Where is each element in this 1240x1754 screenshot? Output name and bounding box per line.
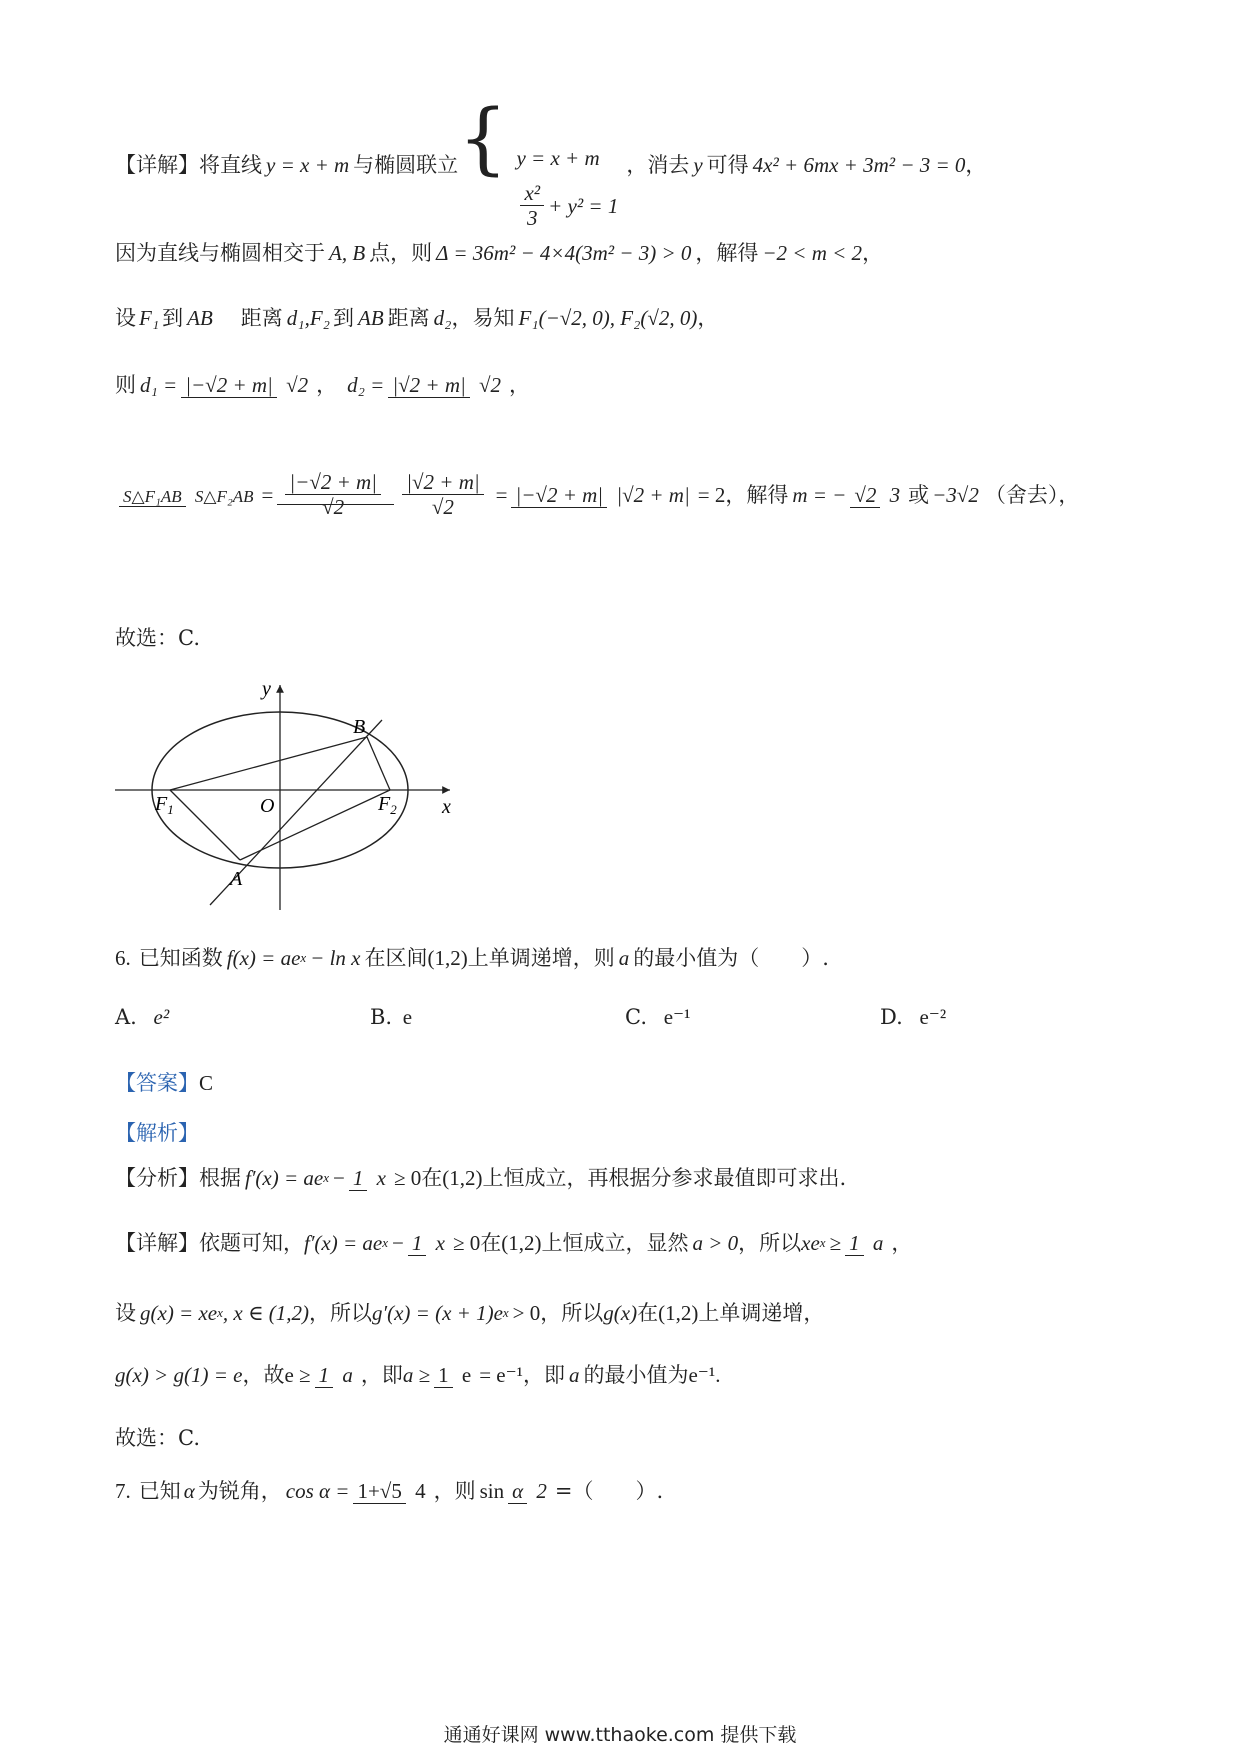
math-expr: (1,2) <box>658 1301 699 1325</box>
text: 上单调递增， <box>698 1301 825 1325</box>
math-var: AB <box>187 306 213 330</box>
text: ，易知 <box>451 306 515 330</box>
text: =（ ）. <box>554 1479 664 1503</box>
answer-tag: 【答案】 <box>115 1071 199 1095</box>
q5-detail-line2 <box>115 240 883 266</box>
question7-stem <box>115 1478 663 1504</box>
math-var: d₁ = <box>140 373 178 397</box>
text: 点，则 <box>369 241 433 265</box>
text: ， <box>891 1231 913 1255</box>
option-value: e² <box>153 1005 170 1029</box>
q5-detail-line5: S△F₁AB S△F₂AB = $\frac{|-√2 + m|}{√2}$ $\frac{|√2 + m|}{√2}$ = |−√2 + m| |√2 + m| = 2 ，解得 m = − √2 3 或 −3√2 （舍去）， <box>115 470 1079 519</box>
math-var: AB <box>358 306 384 330</box>
math-expr: f′(x) = ae <box>304 1231 383 1255</box>
text: ，即 <box>360 1363 403 1387</box>
text: 在 <box>421 1166 443 1190</box>
segment-f2b <box>367 737 390 790</box>
brace: { <box>458 94 508 184</box>
option-label: D. <box>880 1005 903 1029</box>
detail-tag: 【详解】 <box>115 153 199 178</box>
q5-detail-line4 <box>115 372 530 398</box>
text: 到 <box>162 306 184 330</box>
math-expr: = e⁻¹ <box>479 1363 523 1387</box>
analysis-label: 【分析】 <box>115 1166 199 1190</box>
math-expr: a > 0 <box>692 1231 739 1255</box>
math-var: y <box>693 153 703 178</box>
text: 在 <box>480 1231 502 1255</box>
option-label: B. <box>370 1005 393 1029</box>
math-sup: x <box>217 1305 223 1320</box>
math-expr: ≥ 0 <box>452 1231 481 1255</box>
math-var: d₂ <box>433 306 452 330</box>
text: ，解得 <box>695 241 759 265</box>
label-x: x <box>442 796 451 818</box>
text: （舍去）， <box>984 482 1080 507</box>
math-expr: a ≥ <box>402 1363 431 1387</box>
math-expr: −3√2 <box>932 482 979 507</box>
detail-label: 【详解】 <box>115 1231 199 1255</box>
math-expr: xe <box>801 1231 820 1255</box>
fraction: 1 e <box>434 1362 475 1388</box>
text: 上单调递增，则 <box>467 946 615 970</box>
math-sup: x <box>819 1235 826 1250</box>
text: 则 <box>115 373 136 397</box>
text: ， <box>509 373 531 397</box>
area-ratio: S△F₁AB S△F₂AB <box>119 482 258 508</box>
label-a: A <box>230 868 243 890</box>
segment-f1b <box>170 737 367 790</box>
text: 上恒成立，再根据分参求最值即可求出. <box>482 1166 847 1190</box>
math-expr: , x ∈ (1,2) <box>222 1301 310 1325</box>
text: ， <box>862 241 884 265</box>
math-expr: (1,2) <box>442 1166 483 1190</box>
text: 可得 <box>706 153 749 178</box>
math-sup: x <box>502 1305 509 1320</box>
text: 与椭圆联立 <box>353 153 459 178</box>
system-eq2: + y² = 1 <box>548 193 619 218</box>
text: , <box>304 306 310 330</box>
text: 在 <box>637 1301 659 1325</box>
analysis-tag-line <box>115 1120 199 1146</box>
text: ， <box>965 153 987 178</box>
math-expr: g′(x) = (x + 1)e <box>372 1301 503 1325</box>
fraction: |−√2 + m| √2 <box>181 372 312 398</box>
question-number: 7. <box>115 1479 131 1503</box>
text: ， <box>316 373 338 397</box>
math-expr: m = − <box>792 482 847 507</box>
option-value: e <box>402 1005 413 1029</box>
question6-stem <box>115 945 829 971</box>
fraction: |−√2 + m| |√2 + m| <box>511 482 693 508</box>
fraction: $\frac{\text{x²}}{3}$ <box>520 181 544 230</box>
text: ，故 <box>242 1363 285 1387</box>
math-sup: x <box>382 1235 389 1250</box>
text: 在区间 <box>364 946 428 970</box>
option-b[interactable] <box>370 1005 412 1030</box>
fraction: α 2 <box>508 1478 551 1504</box>
math-expr: g(x) > g(1) = e <box>115 1363 243 1387</box>
option-label: A. <box>115 1005 137 1029</box>
answer-line <box>115 1070 213 1096</box>
option-c[interactable] <box>625 1005 690 1030</box>
math-var: d₂ = <box>347 373 385 397</box>
math-expr: A, B <box>329 241 366 265</box>
text: 的最小值为 <box>583 1363 689 1387</box>
math-expr: f(x) = ae <box>226 946 301 970</box>
equation-system <box>458 94 619 231</box>
footer-text: 通通好课网 www.tthaoke.com 提供下载 <box>443 1724 797 1746</box>
q6-conclusion <box>115 1425 200 1451</box>
label-f2: $F_2$ <box>378 793 397 817</box>
text: 到 <box>333 306 354 330</box>
label-o: O <box>260 795 275 817</box>
math-expr: g(x) <box>603 1301 638 1325</box>
text: 设 <box>115 1301 136 1325</box>
footer-watermark <box>0 1720 1240 1747</box>
label-b: B <box>353 716 366 738</box>
text: . <box>715 1363 721 1387</box>
fraction: |√2 + m| √2 <box>388 372 505 398</box>
question-number: 6. <box>115 946 131 970</box>
text: ， <box>697 306 719 330</box>
fraction: 1+√5 4 <box>353 1478 429 1504</box>
text: ，所以 <box>309 1301 373 1325</box>
math-expr: (1,2) <box>501 1231 542 1255</box>
option-a[interactable] <box>115 1005 169 1030</box>
compound-fraction: $\frac{|-√2 + m|}{√2}$ $\frac{|√2 + m|}{√2}$ <box>277 470 491 519</box>
math-sup: x <box>300 950 307 965</box>
text: ，则 <box>433 1479 476 1503</box>
math-op: − <box>333 1166 345 1190</box>
math-var: d₁ <box>286 306 305 330</box>
math-expr: cos α = <box>285 1479 350 1503</box>
text: 已知函数 <box>138 946 223 970</box>
math-expr: ≥ 0 <box>393 1166 422 1190</box>
math-var: F₂ <box>309 306 330 330</box>
math-expr: F₁(−√2, 0), F₂(√2, 0) <box>518 306 698 330</box>
text: 因为直线与椭圆相交于 <box>115 241 325 265</box>
text: 距离 <box>240 306 283 330</box>
system-eq1: y = x + m <box>516 146 600 170</box>
math-expr: e ≥ <box>284 1363 311 1387</box>
q5-detail-line3 <box>115 305 718 331</box>
math-expr: f′(x) = ae <box>245 1166 324 1190</box>
math-var: a <box>618 946 630 970</box>
math-expr: Δ = 36m² − 4×4(3m² − 3) > 0 <box>436 241 692 265</box>
math-expr: − ln x <box>310 946 361 970</box>
q5-detail-line1 <box>115 94 987 231</box>
text: 故选：C. <box>115 1426 200 1450</box>
fraction: 1 x <box>349 1165 390 1191</box>
text: 将直线 <box>199 153 262 178</box>
text: ，消去 <box>626 153 690 178</box>
text: 依题可知， <box>199 1231 304 1255</box>
math-sup: x <box>323 1170 330 1185</box>
fraction: 1 a <box>315 1362 357 1388</box>
math-var: F₁ <box>139 306 160 330</box>
math-expr: > 0 <box>512 1301 541 1325</box>
detail-line1 <box>115 1230 912 1256</box>
label-y: y <box>262 678 271 700</box>
text: 已知 <box>138 1479 181 1503</box>
text: ，所以 <box>540 1301 604 1325</box>
text: 根据 <box>199 1166 241 1190</box>
text: 为锐角， <box>197 1479 282 1503</box>
option-d[interactable] <box>880 1005 946 1030</box>
q5-conclusion <box>115 625 200 651</box>
text: 或 <box>908 482 930 507</box>
text: ，所以 <box>738 1231 802 1255</box>
math-expr: e⁻¹ <box>688 1363 716 1387</box>
math-op: − <box>392 1231 404 1255</box>
detail-line2 <box>115 1300 824 1326</box>
answer-value: C <box>199 1071 214 1095</box>
text: 设 <box>115 306 136 330</box>
math-expr: −2 < m < 2 <box>762 241 863 265</box>
math-expr: g(x) = xe <box>140 1301 218 1325</box>
text: ，即 <box>522 1363 565 1387</box>
fraction: √2 3 <box>850 482 904 508</box>
option-value: e⁻² <box>919 1005 947 1029</box>
option-value: e⁻¹ <box>663 1005 691 1029</box>
math-expr: (1,2) <box>427 946 468 970</box>
segment-f1a <box>170 790 240 860</box>
text: 故选：C. <box>115 626 200 650</box>
ellipse-figure <box>110 675 470 915</box>
fraction: 1 x <box>408 1230 449 1256</box>
text: 距离 <box>387 306 430 330</box>
math-expr: sin <box>479 1479 505 1503</box>
option-label: C. <box>625 1005 647 1029</box>
fraction: 1 a <box>845 1230 887 1256</box>
math-op: ≥ <box>829 1231 842 1255</box>
math-expr: 4x² + 6mx + 3m² − 3 = 0 <box>752 153 966 178</box>
text: 的最小值为（ ）. <box>633 946 829 970</box>
detail-line3 <box>115 1362 720 1388</box>
analysis-line <box>115 1165 846 1191</box>
text: 上恒成立，显然 <box>541 1231 689 1255</box>
math-var: a <box>568 1363 580 1387</box>
math-var: α <box>183 1479 195 1503</box>
label-f1: $F_1$ <box>155 793 174 817</box>
text: ，解得 <box>725 482 789 507</box>
math-expr: y = x + m <box>266 153 350 178</box>
analysis-tag: 【解析】 <box>115 1121 199 1145</box>
math-expr: = 2 <box>697 482 726 507</box>
